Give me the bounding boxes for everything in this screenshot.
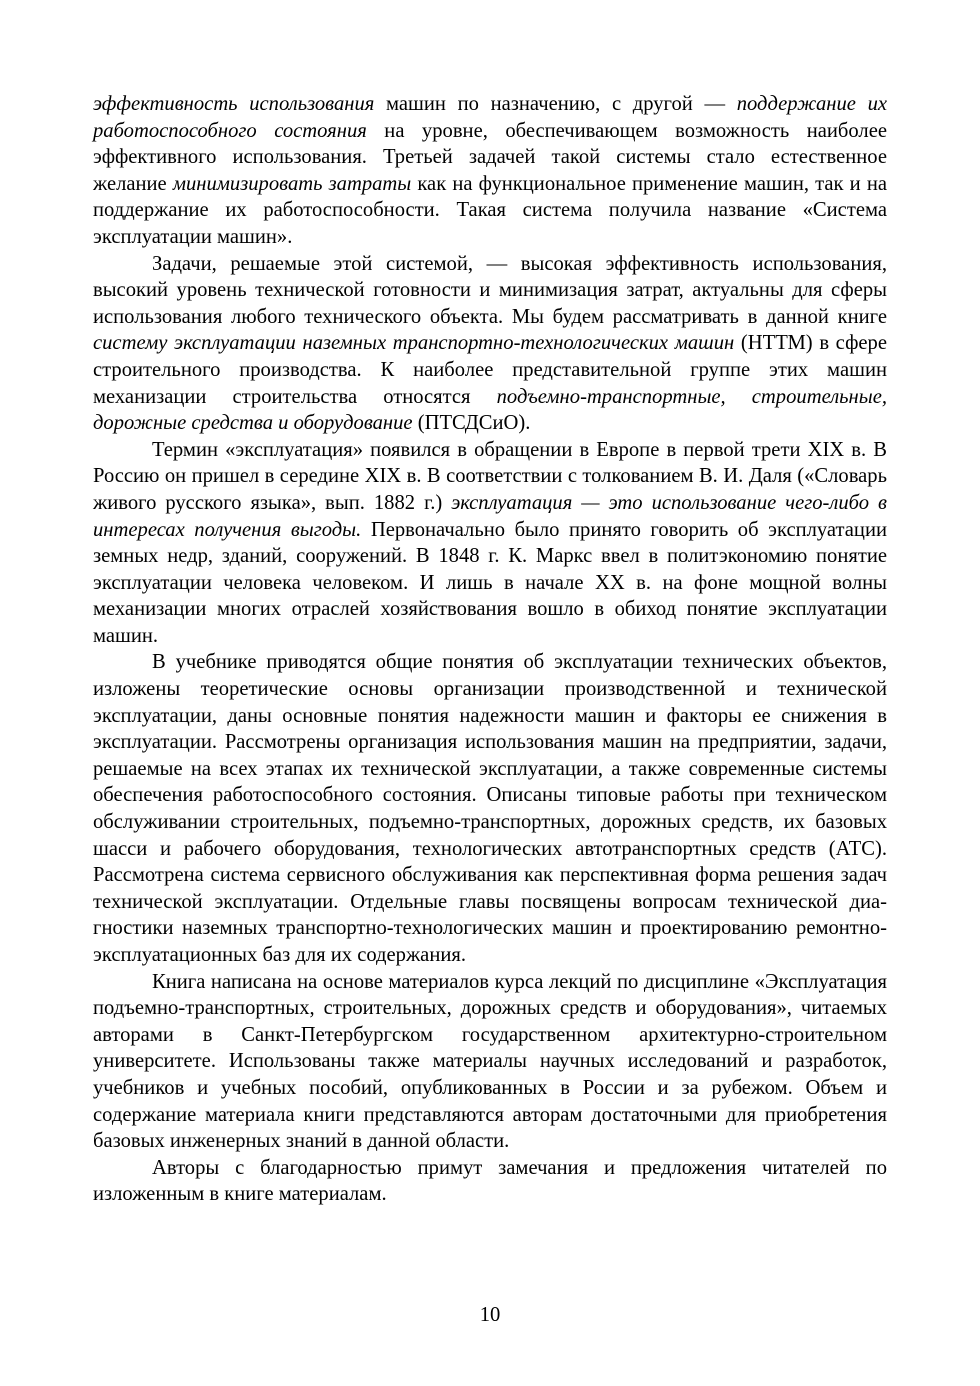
paragraph-2-run-2: систему эксплуатации наземных транспортно-технологических машин [93,332,735,355]
paragraph-2-run-3: (НТТМ) в сфере строительного производства. К наиболее представительной группе этих машин механизации строительства относятся [93,332,887,408]
paragraph-3-run-1: Термин «эксплуатация» появился в обращении в Европе в первой трети XIX в. В Россию он пришел в середине XIX в. В соответствии с толкованием В. И. Даля («Словарь живого русского языка», вып. 1882 г.) [93,438,887,514]
paragraph-5 [93,969,887,1155]
paragraph-1-run-1: эффективность использования [93,93,375,115]
paragraph-3 [93,437,887,650]
page-number: 10 [479,1304,501,1326]
page-body [93,91,887,1208]
paragraph-2 [93,251,887,437]
paragraph-3-run-3: Первоначально было принято говорить об эксплуатации земных недр, зданий, сооружений. В 1848 г. К. Маркс ввел в политэкономию понятие эксплуатации человека человеком. И лишь в начале XX в. на фоне мощной волны механизации многих отраслей хозяйствования вошло в обиход понятие эксплуатации машин. [93,518,887,647]
paragraph-1 [93,91,887,251]
paragraph-1-run-3: поддержание их работоспособного состояния [93,93,888,142]
paragraph-1-run-6: как на функциональное применение машин, так и на поддержание их работоспособности. Такая система получила название «Система эксплуатации машин». [93,172,887,248]
paragraph-4-run-1: В учебнике приводятся общие понятия об эксплуатации технических объектов, изложены теоретические основы организации производственной и технической эксплуатации, даны основные понятия надежности машин и факторы ее снижения в эксплуатации. Рассмотрены организация использования машин на предприятии, задачи, решаемые на всех этапах их технической эксплуатации, а также современные системы обеспечения работоспособного состояния. Описаны типовые работы при техническом обслуживании строительных, подъемно-транспортных, дорожных средств, их базовых шасси и рабочего оборудования, технологических автотранспортных средств (АТС). Рассмотрена система сервисного обслуживания как перспективная форма решения задач технической эксплуатации. Отдельные главы посвящены вопросам технической диагностики наземных транспортно-технологических машин и проектированию ремонтно-эксплуатационных баз для их содержания. [93,651,887,966]
paragraph-1-run-4: на уровне, обеспечивающем возможность наиболее эффективного использования. Третьей задачей такой системы стало естественное желание [93,119,887,195]
paragraph-3-run-2: эксплуатация — это использование чего-либо в интересах получения выгоды. [93,491,887,541]
paragraph-2-run-4: подъемно-транспортные, строительные, дорожные средства и оборудование [93,385,887,435]
paragraph-6 [93,1155,887,1208]
paragraph-1-run-5: минимизировать затраты [172,172,412,195]
paragraph-2-run-1: Задачи, решаемые этой системой, — высокая эффективность использования, высокий уровень технической готовности и минимизация затрат, актуальны для сферы использования любого технического объекта. Мы будем рассматривать в данной книге [93,252,887,328]
paragraph-6-run-1: Авторы с благодарностью примут замечания и предложения читателей по изложенным в книге материалам. [93,1156,887,1206]
paragraph-1-run-2: машин по назначению, с другой — [374,93,737,115]
paragraph-5-run-1: Книга написана на основе материалов курса лекций по дисциплине «Эксплуатация подъемно-транспортных, строительных, дорожных средств и оборудования», читаемых авторами в Санкт-Петербургском государственном архитектурно-строительном университете. Использованы также материалы научных исследований и разработок, учебников и учебных пособий, опубликованных в России и за рубежом. Объем и содержание материала книги представляются авторам достаточными для приобретения базовых инженерных знаний в данной области. [93,970,887,1153]
paragraph-4 [93,649,887,968]
paragraph-2-run-5: (ПТСДСиО). [412,412,531,435]
